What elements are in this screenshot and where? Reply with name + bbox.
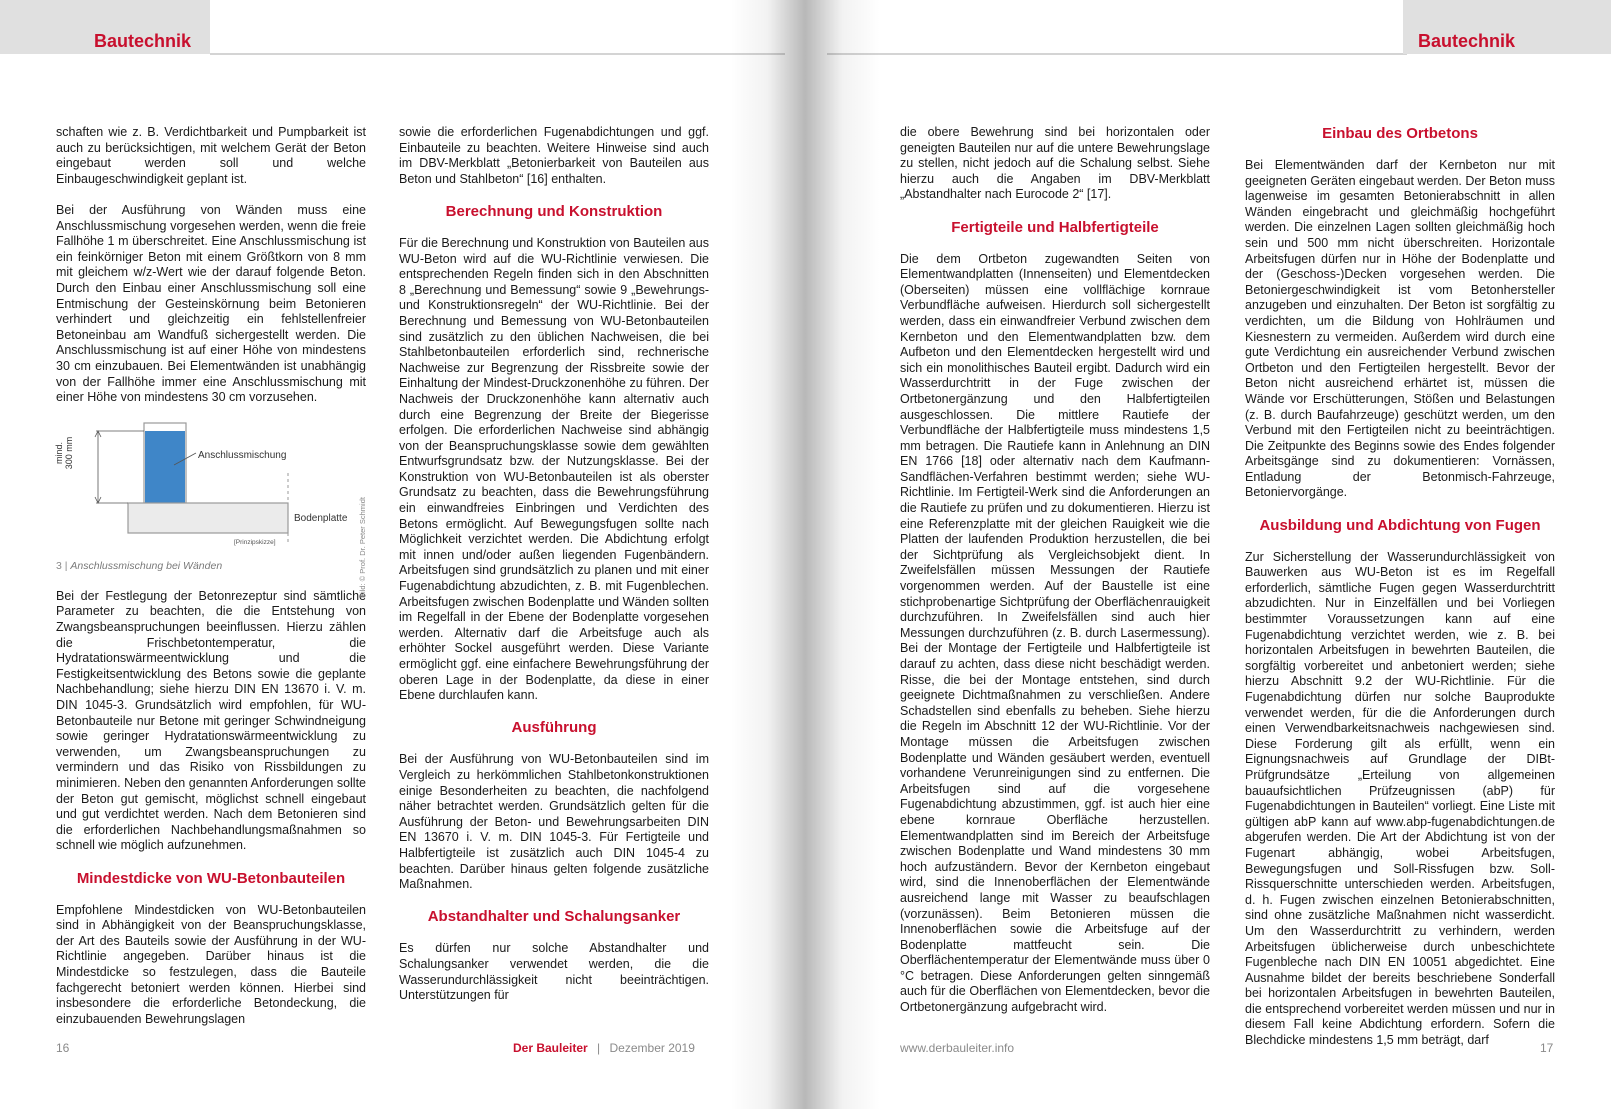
footer-url[interactable]: www.derbauleiter.info	[900, 1041, 1015, 1055]
left-page	[0, 0, 805, 1109]
caption-number: 3	[56, 560, 62, 573]
figure-diagram	[56, 421, 356, 551]
page-number: 16	[56, 1041, 70, 1055]
paragraph: die obere Bewehrung sind bei horizontalen oder geneigten Bauteilen nur auf die untere Bewehrungslage zu stellen, nicht jedoch auf die Schalung selbst. Siehe hierzu auch die Angaben im DBV-Merkblatt „Abstandhalter nach Eurocode 2“ [17].	[900, 125, 1210, 202]
page-number: 17	[1540, 1041, 1554, 1055]
figure-caption: 3 | Anschlussmischung bei Wänden	[56, 560, 223, 573]
slab-shape	[128, 503, 288, 533]
right-column-1	[900, 125, 1210, 1031]
paragraph: sowie die erforderlichen Fugenabdichtungen und ggf. Einbauteile zu beachten. Weitere Hinweise sind auch im DBV-Merkblatt „Betonierbarkeit von Bauteilen aus Beton und Stahlbeton“ [16] enthalten.	[399, 125, 709, 186]
header-rule	[210, 53, 785, 55]
paragraph: Die dem Ortbeton zugewandten Seiten von Elementwandplatten (Innenseiten) und Elementdecken (Oberseiten) müssen eine vollflächige kornraue Verbundfläche aufweisen. Hierdurch soll sichergestellt werden, dass ein einwandfreier Verbund zwischen dem Kernbeton und den Elementwandplatten bzw. dem Aufbeton und den Elementdecken hergestellt wird und sich ein monolithisches Bauteil ergibt. Dadurch wird ein Wasserdurchtritt in der Fuge zwischen der Ortbetonergänzung und den Halbfertigteilen ausgeschlossen. Die mittlere Rautiefe der Verbundfläche der Halbfertigteile muss mindestens 1,5 mm betragen. Die Rautiefe kann in Anlehnung an DIN EN 1766 [18] oder alternativ nach dem Kaufmann-Sandflächen-Verfahren bestimmt werden; siehe WU-Richtlinie. Im Fertigteil-Werk sind die Anforderungen an die Rautiefe zu prüfen und zu dokumentieren. Hierzu ist eine Referenzplatte mit der gleichen Rauigkeit wie die Platten der laufenden Produktion herzustellen, die bei der Sichtprüfung als Vergleichsobjekt dient. In Zweifelsfällen müssen Messungen der Rautiefe vorgenommen werden. Auf der Baustelle ist eine stichprobenartige Sichtprüfung der Oberflächenrauigkeit durchzuführen. In Zweifelsfällen sind auch hier Messungen durchzuführen (z. B. durch Lasermessung). Bei der Montage der Fertigteile und Halbfertigteile ist darauf zu achten, dass diese nicht beschädigt werden. Risse, die bei der Montage entstehen, sind durch geeignete Dichtmaßnahmen zu verschließen. Andere Schadstellen sind ebenfalls zu beheben. Siehe hierzu die Regeln im Abschnitt 12 der WU-Richtlinie. Vor der Montage müssen die Arbeitsfugen zwischen Bodenplatte und Wänden gesäubert werden, eventuell vorhandene Verunreinigungen sind zu entfernen. Die Arbeitsfugen sind auf die vorgesehene Fugenabdichtung abzustimmen, ggf. ist auch hier eine ebene kornraue Oberfläche herzustellen. Elementwandplatten sind im Bereich der Arbeitsfuge zwischen Bodenplatte und Wand mindestens 30 mm hoch aufzuständern. Bevor der Kernbeton eingebaut wird, sind die Innenoberflächen der Elementwände ausreichend lange mit Wasser zu beaufschlagen (vorzunässen). Beim Betonieren müssen die Innenoberflächen sowie die Arbeitsfuge auf der Bodenplatte mattfeucht sein. Die Oberflächentemperatur der Elementwände muss über 0 °C betragen. Diese Anforderungen gelten sinngemäß auch für die Oberflächen von Elementdecken, bevor die Ortbetonergänzung aufgebracht wird.	[900, 251, 1210, 1015]
magazine-name: Der Bauleiter	[513, 1041, 588, 1055]
right-column-2	[1245, 125, 1555, 1064]
heading-fugen: Ausbildung und Abdichtung von Fugen	[1259, 516, 1541, 534]
heading-fertigteile: Fertigteile und Halbfertigteile	[951, 218, 1159, 236]
section-label: Bautechnik	[94, 31, 192, 51]
label-prinzipskizze: [Prinzipskizze]	[234, 539, 276, 547]
heading-einbau: Einbau des Ortbetons	[1322, 125, 1478, 142]
issue-date: Dezember 2019	[609, 1041, 695, 1055]
left-column-2	[399, 125, 709, 1019]
header-rule	[827, 53, 1407, 55]
label-bodenplatte: Bodenplatte	[294, 513, 348, 525]
caption-text: Anschlussmischung bei Wänden	[70, 560, 223, 573]
right-page	[805, 0, 1611, 1109]
paragraph: Für die Berechnung und Konstruktion von Bauteilen aus WU-Beton wird auf die WU-Richtlinie verwiesen. Die entsprechenden Regeln finden sich in den Abschnitten 8 „Berechnung und Bemessung“ sowie 9 „Bewehrungs- und Konstruktionsregeln“ der WU-Richtlinie. Bei der Berechnung und Bemessung von WU-Betonbauteilen sind zusätzlich zu den üblichen Nachweisen, die bei Stahlbetonbauteilen erforderlich sind, rechnerische Nachweise zur Begrenzung der Rissbreite sowie der Einhaltung der Mindest-Druckzonenhöhe zu führen. Der Nachweis der Druckzonenhöhe kann alternativ auch durch eine Begrenzung der Breite der Biegerisse erfolgen. Die erforderlichen Nachweise sind abhängig von der Beanspruchungsklasse sowie dem gewählten Entwurfsgrundsatz bzw. der Nutzungsklasse. Bei der Konstruktion von WU-Betonbauteilen ist als oberster Grundsatz zu beachten, dass die Bewehrungsführung ein einwandfreies Einbringen und Verdichten des Betons ermöglicht. Auf Bewegungsfugen sollte nach Möglichkeit verzichtet werden. Die Abdichtung erfolgt mit innen und/oder außen liegenden Fugenbändern. Arbeitsfugen sind grundsätzlich zu planen und mit einer Fugenabdichtung abzudichten, z. B. mit Fugenblechen. Arbeitsfugen zwischen Bodenplatte und Wänden sollten im Regelfall in der Ebene der Bodenplatte vorgesehen werden. Alternativ darf die Arbeitsfuge auch als erhöhter Sockel ausgeführt werden. Diese Variante ermöglicht ggf. eine einfachere Bewehrungsführung der oberen Lage in der Bodenplatte, da diese in einer Ebene durchlaufen kann.	[399, 235, 709, 703]
dimension-label: mind. 300 mm	[54, 437, 74, 470]
figure-anschlussmischung	[56, 421, 356, 551]
left-column-1	[56, 125, 366, 1043]
heading-mindestdicke: Mindestdicke von WU-Betonbauteilen	[76, 869, 346, 887]
paragraph: Empfohlene Mindestdicken von WU-Betonbauteilen sind in Abhängigkeit von der Beanspruchungsklasse, der Art des Bauteils sowie der Ausführung in der WU-Richtlinie angegeben. Darüber hinaus ist die Mindestdicke so festzulegen, dass die Bauteile fachgerecht betoniert werden können. Hierbei sind insbesondere die erforderliche Betondeckung, die einzubauenden Bewehrungslagen	[56, 902, 366, 1026]
section-label: Bautechnik	[1418, 31, 1516, 51]
heading-abstandhalter: Abstandhalter und Schalungsanker	[427, 908, 681, 926]
paragraph: Bei Elementwänden darf der Kernbeton nur mit geeigneten Geräten eingebaut werden. Der Beton muss lagenweise im gesamten Betonierabschnitt in allen Wänden eingebracht und gleichmäßig hochgeführt werden. Die einzelnen Lagen sollten gleichmäßig hoch sein und 500 mm nicht überschreiten. Horizontale Arbeitsfugen dürfen nur in Höhe der Bodenplatte und der (Geschoss-)Decken vorgesehen werden. Die Betoniergeschwindigkeit ist vom Betonhersteller anzugeben und einzuhalten. Der Beton ist sorgfältig zu verdichten, um die Bildung von Hohlräumen und Kiesnestern zu vermeiden. Außerdem wird durch eine gute Verdichtung ein ausreichender Verbund zwischen Ortbeton und den Fertigteilen hergestellt. Bevor der Beton nicht ausreichend erhärtet ist, müssen die Wände vor Erschütterungen, Stößen und Belastungen (z. B. durch Baufahrzeuge) geschützt werden, um den Verbund mit den Fertigteilen nicht zu beeinträchtigen. Die Zeitpunkte des Beginns sowie des Endes folgender Arbeitsgänge sind zu dokumentieren: Vornässen, Entladung der Betonmisch-Fahrzeuge, Betoniervorgänge.	[1245, 158, 1555, 500]
paragraph: Zur Sicherstellung der Wasserundurchlässigkeit von Bauwerken aus WU-Beton ist es im Regelfall erforderlich, sämtliche Fugen gegen Wasserdurchtritt abzudichten. Nur in Einzelfällen und bei Vorliegen bestimmter Voraussetzungen kann auf eine Fugenabdichtung verzichtet werden, wie z. B. bei horizontalen Arbeitsfugen in bewehrten Bauteilen, die sorgfältig vorbereitet und anbetoniert werden; siehe hierzu Abschnitt 9.2 der WU-Richtlinie. Für die Fugenabdichtung dürfen nur solche Bauprodukte verwendet werden, für die die Anforderungen durch einen Verwendbarkeitsnachweis nachgewiesen sind. Diese Forderung gilt als erfüllt, wenn ein Eignungsnachweis auf Grundlage der DIBt-Prüfgrundsätze „Erteilung von allgemeinen bauaufsichtlichen Prüfzeugnissen (abP) für Fugenabdichtungen in Bauteilen“ vorliegt. Eine Liste mit gültigen abP kann auf www.abp-fugenabdichtungen.de abgerufen werden. Die Art der Abdichtung ist von der Fugenart abhängig, wobei Arbeitsfugen, Bewegungsfugen und Soll-Rissfugen bzw. Soll-Rissquerschnitte unterschieden werden. Arbeitsfugen, d. h. Fugen zwischen einzelnen Betonierabschnitten, sind ohne zusätzliche Maßnahmen nicht wasserdicht. Um den Wasserdurchtritt zu verhindern, werden Arbeitsfugen üblicherweise durch unbeschichtete Fugenbleche nach DIN EN 10051 abgedichtet. Eine Ausnahme bildet der bereits beschriebene Sonderfall bei horizontalen Arbeitsfugen in bewehrten Bauteilen, die entsprechend vorbereitet werden müssen und nur in diesem Fall keine Abdichtung erfordern. Sofern die Blechdicke mindestens 1,5 mm beträgt, darf	[1245, 549, 1555, 1048]
paragraph: schaften wie z. B. Verdichtbarkeit und Pumpbarkeit ist auch zu berücksichtigen, mit welchem Gerät der Beton eingebaut werden soll und welche Einbaugeschwindigkeit geplant ist.	[56, 125, 366, 186]
label-anschlussmischung: Anschlussmischung	[198, 450, 287, 462]
mix-fill	[145, 431, 185, 503]
footer-magazine: Der Bauleiter | Dezember 2019	[513, 1041, 695, 1055]
paragraph: Bei der Ausführung von Wänden muss eine Anschlussmischung vorgesehen werden, wenn die freie Fallhöhe 1 m überschreitet. Eine Anschlussmischung ist ein feinkörniger Beton mit einem Größtkorn von 8 mm mit gleichem w/z-Wert wie der darauf folgende Beton. Durch den Einbau einer Anschlussmischung soll eine Entmischung der Gesteinskörnung beim Betonieren verhindert und gleichzeitig ein fehlstellenfreier Betoneinbau am Wandfuß sichergestellt werden. Die Anschlussmischung ist auf einer Höhe von mindestens 30 cm einzubauen. Bei Elementwänden ist unabhängig von der Fallhöhe immer eine Anschlussmischung mit einer Höhe von mindestens 30 cm vorzusehen.	[56, 202, 366, 405]
paragraph: Es dürfen nur solche Abstandhalter und Schalungsanker verwendet werden, die die Wasserundurchlässigkeit nicht beeinträchtigen. Unterstützungen für	[399, 941, 709, 1003]
heading-ausfuehrung: Ausführung	[511, 719, 597, 737]
paragraph: Bei der Festlegung der Betonrezeptur sind sämtliche Parameter zu beachten, die die Entstehung von Zwangsbeanspruchungen beeinflussen. Hierzu zählen die Frischbetontemperatur, die Hydratationswärmeentwicklung und die Festigkeitsentwicklung des Betons sowie die geplante Nachbehandlung; siehe hierzu DIN EN 13670 i. V. m. DIN 1045-3. Grundsätzlich wird empfohlen, für WU-Betonbauteile nur Betone mit geringer Schwindneigung sowie geringer Hydratationswärmeentwicklung zu verwenden, um Zwangsbeanspruchungen zu vermindern und das Risiko von Rissbildungen zu minimieren. Neben den genannten Anforderungen sollte der Beton gut gemischt, möglichst schnell eingebaut und gut verdichtet werden. Nach dem Betonieren sind die erforderlichen Nachbehandlungsmaßnahmen so schnell wie möglich aufzunehmen.	[56, 588, 366, 853]
paragraph: Bei der Ausführung von WU-Betonbauteilen sind im Vergleich zu herkömmlichen Stahlbetonkonstruktionen einige Besonderheiten zu beachten, die nachfolgend näher betrachtet werden. Grundsätzlich gelten für die Ausführung der Beton- und Bewehrungsarbeiten DIN EN 13670 i. V. m. DIN 1045-3. Für Fertigteile und Halbfertigteile ist zusätzlich auch DIN 1045-4 zu beachten. Darüber hinaus gelten folgende zusätzliche Maßnahmen.	[399, 752, 709, 892]
heading-berechnung: Berechnung und Konstruktion	[445, 202, 663, 220]
image-credit: Bild: © Prof. Dr. Peter Schmidt	[358, 497, 367, 598]
